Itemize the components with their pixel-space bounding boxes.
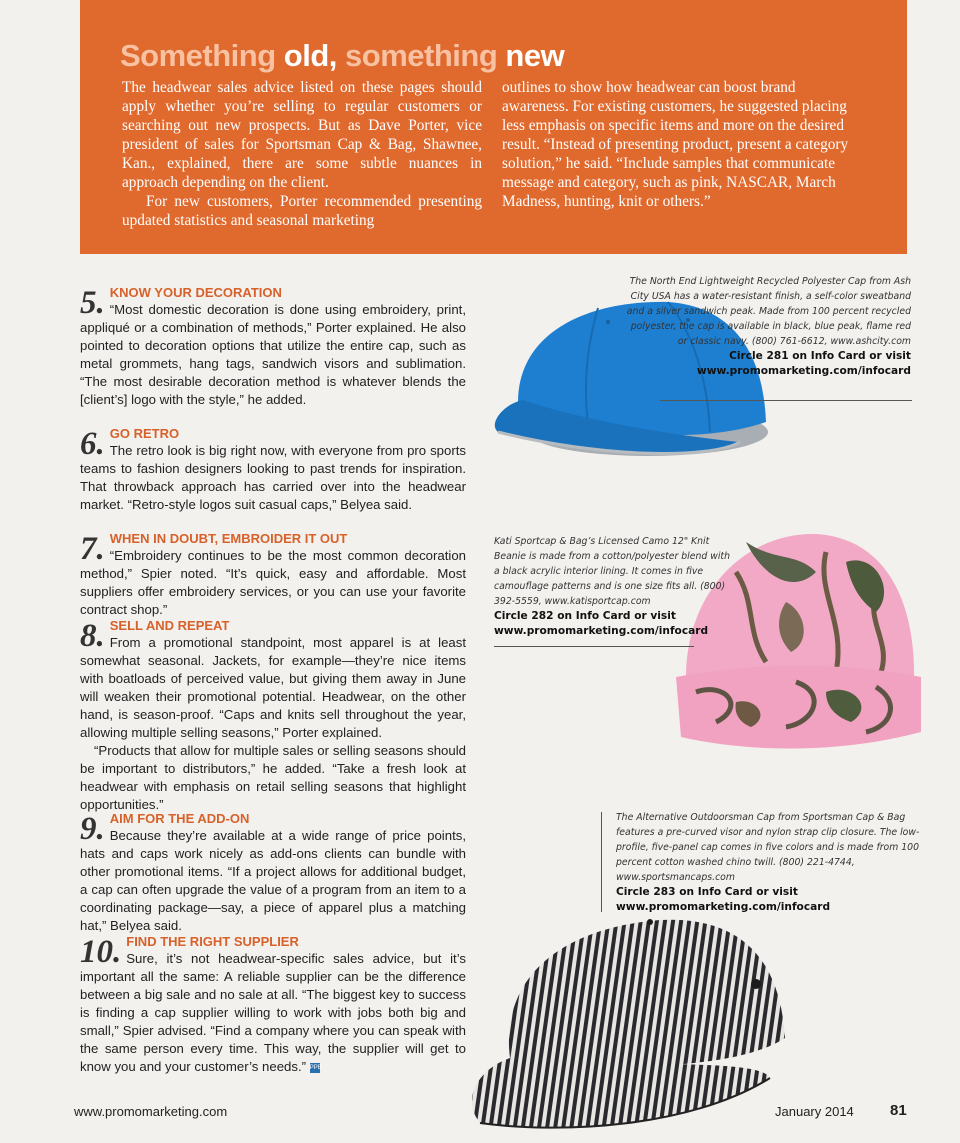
circle-info: Circle 283 on Info Card or visit bbox=[616, 886, 798, 898]
tip-body: “Most domestic decoration is done using embroidery, print, appliqué or a combination of methods,” Porter explained. He also pointed to decoration options that utilize the entire cap, such as metal grommets, hang tags, sandwich visors and sublimation. “The most desirable decoration method is whatever blends the [client’s] logo with the style,” he added. bbox=[80, 302, 466, 407]
infocard-link[interactable]: www.promomarketing.com/infocard bbox=[616, 901, 831, 913]
tip-heading: FIND THE RIGHT SUPPLIER bbox=[126, 934, 299, 949]
title-word: new bbox=[505, 38, 565, 73]
title-word: something bbox=[345, 38, 498, 73]
tip-body: Because they’re available at a wide range of price points, hats and caps work nicely as add-ons clients can bundle with other promotional items. “If a project allows for additional budget, a cap can often upgrade the value of a program from an item to a coordinating package—say, a piece of apparel plus a matching hat,” Belyea said. bbox=[80, 828, 466, 933]
striped-cap-image bbox=[440, 898, 840, 1134]
footer-website[interactable]: www.promomarketing.com bbox=[74, 1104, 228, 1119]
circle-info: Circle 282 on Info Card or visit bbox=[494, 610, 676, 622]
intro-paragraph: The headwear sales advice listed on these pages should apply whether you’re selling to regular customers or searching out new prospects. But as Dave Porter, vice president of sales for Sportsman Cap & Bag, Shawnee, Kan., explained, there are some subtle nuances in approach depending on the client. bbox=[122, 79, 482, 191]
tip-body: From a promotional standpoint, most apparel is at least somewhat seasonal. Jackets, for example—they’re nice items with boatloads of perceived value, but giving them away in June will weaken their promotional potential. Headwear, on the other hand, is season-proof. “Caps and knits sell throughout the year, allowing multiple selling seasons,” Porter explained. bbox=[80, 635, 466, 740]
tip-heading: KNOW YOUR DECORATION bbox=[109, 285, 282, 300]
tip-number: 8. bbox=[80, 618, 105, 654]
footer-date: January 2014 bbox=[775, 1104, 854, 1119]
product-caption bbox=[625, 274, 911, 379]
tip-number: 7. bbox=[80, 531, 105, 567]
tip-body-text: Sure, it’s not headwear-specific sales advice, but it’s important all the same: A reliable supplier can be the difference between a big sale and no sale at all. “The biggest key to success is finding a cap supplier willing to work with jobs both big and small,” Spier advised. “Find a company where you can speak with the same person every time. This way, the supplier will get to know you and your customer’s needs.” bbox=[80, 951, 466, 1074]
caption-text: The North End Lightweight Recycled Polyester Cap from Ash City USA has a water-resistant finish, a self-color sweatband and a silver sandwich peak. Made from 100 percent recycled polyester, the cap is available in black, blue peak, flame red or classic navy. (800) 761-6612, www.ashcity.com bbox=[626, 276, 911, 347]
product-caption bbox=[494, 534, 734, 639]
caption-text: The Alternative Outdoorsman Cap from Sportsman Cap & Bag features a pre-curved visor and nylon strap clip closure. The low-profile, five-panel cap comes in five colors and is made from 100 percent cotton washed chino twill. (800) 221-4744, www.sportsmancaps.com bbox=[616, 812, 920, 883]
title-word: Something bbox=[120, 38, 276, 73]
tip-10 bbox=[80, 933, 466, 1076]
infocard-link[interactable]: www.promomarketing.com/infocard bbox=[494, 625, 709, 637]
leader-line bbox=[601, 812, 602, 912]
tip-number: 5. bbox=[80, 285, 105, 321]
infocard-link[interactable]: www.promomarketing.com/infocard bbox=[696, 365, 911, 377]
caption-text: Kati Sportcap & Bag’s Licensed Camo 12" Knit Beanie is made from a cotton/polyester blend with a black acrylic interior lining. It comes in five camouflage patterns and is one size fits all. (800) 392-5559, www.katisportcap.com bbox=[494, 536, 730, 607]
tip-9 bbox=[80, 810, 466, 935]
tip-6 bbox=[80, 425, 466, 514]
tip-heading: WHEN IN DOUBT, EMBROIDER IT OUT bbox=[109, 531, 348, 546]
header-banner bbox=[80, 0, 907, 254]
intro-column-left bbox=[122, 78, 482, 230]
tip-heading: SELL AND REPEAT bbox=[109, 618, 230, 633]
tip-number: 6. bbox=[80, 426, 105, 462]
intro-column-right bbox=[502, 78, 862, 211]
product-caption bbox=[616, 810, 926, 915]
tip-heading: GO RETRO bbox=[109, 426, 180, 441]
leader-line bbox=[660, 400, 912, 401]
tip-body: “Embroidery continues to be the most common decoration method,” Spier noted. “It’s quick, easy and affordable. Most suppliers offer embroidery services, or you can use your favorite contract shop.” bbox=[80, 548, 466, 617]
tip-7 bbox=[80, 530, 466, 619]
page-title bbox=[120, 40, 564, 71]
title-word: old, bbox=[283, 38, 337, 73]
circle-info: Circle 281 on Info Card or visit bbox=[729, 350, 911, 362]
tip-number: 9. bbox=[80, 811, 105, 847]
leader-line bbox=[494, 646, 694, 647]
end-mark-icon: PPB bbox=[309, 1064, 322, 1071]
tip-body bbox=[80, 950, 466, 1076]
intro-paragraph: outlines to show how headwear can boost brand awareness. For existing customers, he suggested placing less emphasis on specific items and more on the desired result. “Instead of presenting product, present a category solution,” he said. “Include samples that communicate message and category, such as pink, NASCAR, March Madness, hunting, knit or others.” bbox=[502, 79, 849, 210]
intro-paragraph: For new customers, Porter recommended presenting updated statistics and seasonal marketing bbox=[122, 193, 482, 229]
tip-body: The retro look is big right now, with everyone from pro sports teams to fashion designers looking to past trends for inspiration. That throwback approach has carried over into the headwear market. “Retro-style logos suit casual caps,” Belyea said. bbox=[80, 443, 466, 512]
page-number: 81 bbox=[890, 1102, 907, 1119]
tip-body: “Products that allow for multiple sales or selling seasons should be important to distributors,” he added. “Take a fresh look at headwear with emphasis on retail selling seasons that highlight opportunities.” bbox=[80, 743, 466, 812]
tip-8 bbox=[80, 617, 466, 814]
tip-number: 10. bbox=[80, 934, 122, 970]
tip-5 bbox=[80, 284, 466, 409]
tip-heading: AIM FOR THE ADD-ON bbox=[109, 811, 250, 826]
